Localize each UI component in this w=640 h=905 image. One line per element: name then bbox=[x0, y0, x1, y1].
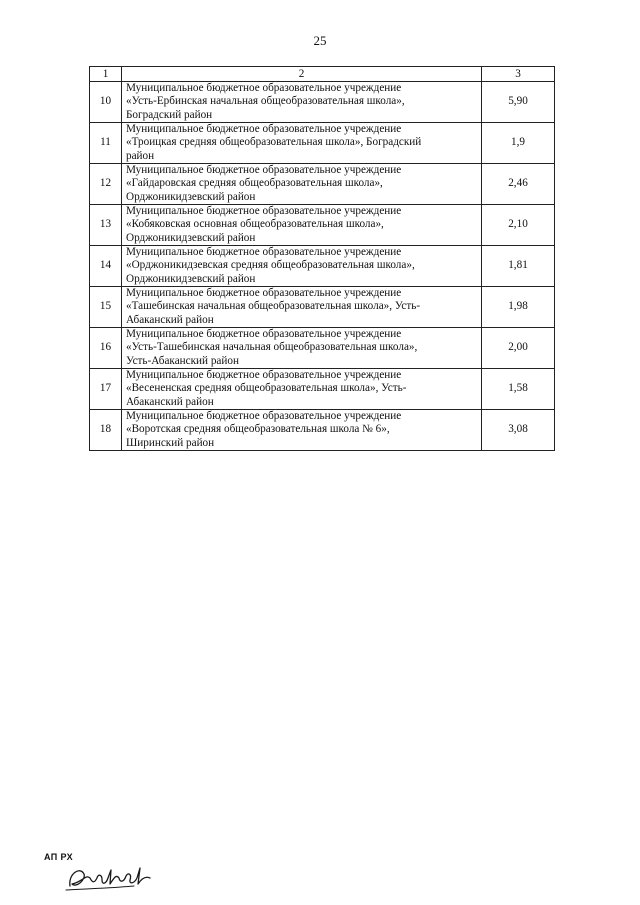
row-number: 18 bbox=[90, 410, 122, 451]
row-value: 1,9 bbox=[482, 123, 555, 164]
institutions-table bbox=[89, 66, 555, 451]
column-header: 1 bbox=[90, 67, 122, 82]
column-header: 3 bbox=[482, 67, 555, 82]
row-value: 2,10 bbox=[482, 205, 555, 246]
row-value: 2,00 bbox=[482, 328, 555, 369]
signature-icon bbox=[64, 860, 164, 894]
row-number: 13 bbox=[90, 205, 122, 246]
institution-name: Муниципальное бюджетное образовательное учреждение «Воротская средняя общеобразовательная школа № 6», Ширинский район bbox=[122, 410, 482, 451]
row-number: 12 bbox=[90, 164, 122, 205]
row-number: 17 bbox=[90, 369, 122, 410]
table-row bbox=[90, 410, 555, 451]
institution-name: Муниципальное бюджетное образовательное учреждение «Орджоникидзевская средняя общеобразовательная школа», Орджоникидзевский район bbox=[122, 246, 482, 287]
table-row bbox=[90, 123, 555, 164]
institution-name: Муниципальное бюджетное образовательное учреждение «Весененская средняя общеобразовательная школа», Усть- Абаканский район bbox=[122, 369, 482, 410]
row-value: 5,90 bbox=[482, 82, 555, 123]
row-value: 1,58 bbox=[482, 369, 555, 410]
table-header-row bbox=[90, 67, 555, 82]
column-header: 2 bbox=[122, 67, 482, 82]
table-row bbox=[90, 164, 555, 205]
table-row bbox=[90, 205, 555, 246]
institution-name: Муниципальное бюджетное образовательное учреждение «Гайдаровская средняя общеобразовательная школа», Орджоникидзевский район bbox=[122, 164, 482, 205]
row-value: 1,98 bbox=[482, 287, 555, 328]
row-number: 15 bbox=[90, 287, 122, 328]
institution-name: Муниципальное бюджетное образовательное учреждение «Троицкая средняя общеобразовательная школа», Боградский район bbox=[122, 123, 482, 164]
institution-name: Муниципальное бюджетное образовательное учреждение «Усть-Ербинская начальная общеобразовательная школа», Боградский район bbox=[122, 82, 482, 123]
row-number: 10 bbox=[90, 82, 122, 123]
table-row bbox=[90, 328, 555, 369]
row-number: 16 bbox=[90, 328, 122, 369]
row-value: 3,08 bbox=[482, 410, 555, 451]
table-row bbox=[90, 369, 555, 410]
table-row bbox=[90, 287, 555, 328]
institution-name: Муниципальное бюджетное образовательное учреждение «Ташебинская начальная общеобразовательная школа», Усть- Абаканский район bbox=[122, 287, 482, 328]
table-row bbox=[90, 246, 555, 287]
institution-name: Муниципальное бюджетное образовательное учреждение «Кобяковская основная общеобразовательная школа», Орджоникидзевский район bbox=[122, 205, 482, 246]
footer-stamp-label: АП РХ bbox=[44, 852, 74, 862]
row-number: 11 bbox=[90, 123, 122, 164]
institution-name: Муниципальное бюджетное образовательное учреждение «Усть-Ташебинская начальная общеобразовательная школа», Усть-Абаканский район bbox=[122, 328, 482, 369]
page-number: 25 bbox=[313, 33, 327, 48]
table-row bbox=[90, 82, 555, 123]
row-number: 14 bbox=[90, 246, 122, 287]
row-value: 1,81 bbox=[482, 246, 555, 287]
row-value: 2,46 bbox=[482, 164, 555, 205]
